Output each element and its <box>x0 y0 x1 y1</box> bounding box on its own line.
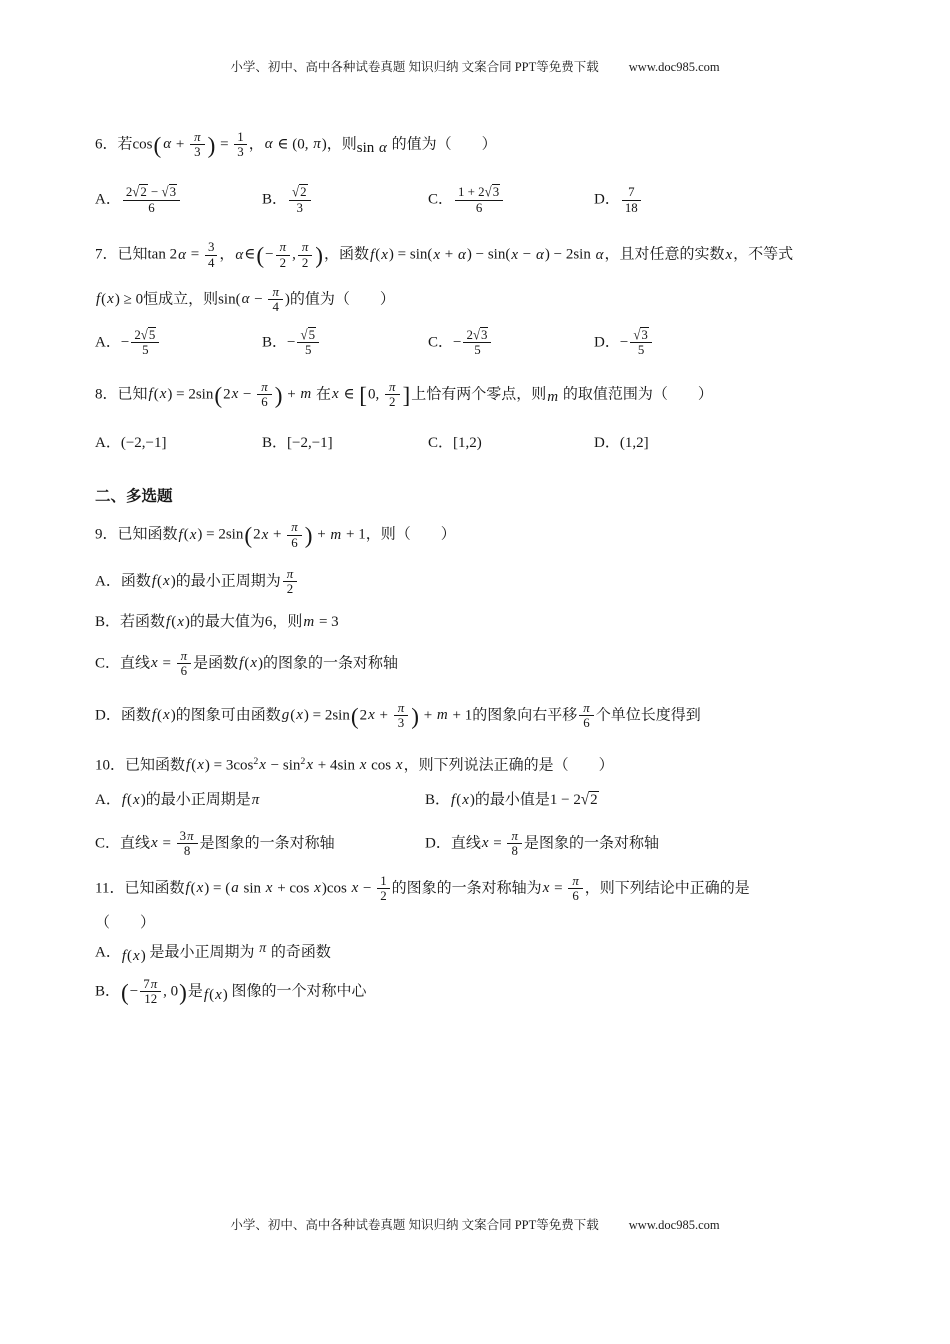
q6-option-c: C． $\frac{1 + 2√3}{6}$ <box>428 185 594 215</box>
q10-option-b: B．f(x)的最小值是1 − 2√2 <box>425 790 598 809</box>
question-6-stem: 6．若cos( α + $\frac{\pi}{3}$ ) = $\frac{1}{3}$ ，α ∈ (0, π)，则sin α 的值为（ ） <box>95 130 497 160</box>
question-9-stem: 9．已知函数f(x) = 2sin(2x + $\frac{\pi}{6}$ ) + m + 1，则（ ） <box>95 520 456 550</box>
q8-option-b: B．[−2,−1] <box>262 434 333 451</box>
question-7-options <box>95 328 865 358</box>
footer-text: 小学、初中、高中各种试卷真题 知识归纳 文案合同 PPT等免费下载 <box>230 1218 599 1232</box>
q7-option-d: D．− $\frac{√3}{5}$ <box>594 328 865 358</box>
q9-option-d: D．函数f(x)的图象可由函数g(x) = 2sin(2x + $\frac{\pi}{3}$ ) + m + 1的图象向右平移 $\frac{\pi}{6}$ 个单位长度得到 <box>95 700 701 731</box>
document-body <box>95 0 865 1009</box>
q7-option-a: A．− $\frac{2√5}{5}$ <box>95 328 262 358</box>
question-10-options-cd <box>95 829 865 859</box>
footer-url: www.doc985.com <box>628 1218 720 1232</box>
q8-option-a: A．(−2,−1] <box>95 434 167 451</box>
header-url: www.doc985.com <box>628 60 720 74</box>
q10-option-c: C．直线x = $\frac{3\pi}{8}$ 是图象的一条对称轴 <box>95 828 335 859</box>
q9-option-c: C．直线x = $\frac{\pi}{6}$ 是函数f(x)的图象的一条对称轴 <box>95 648 398 679</box>
q6-option-a: A． $\frac{2√2 - √3}{6}$ <box>95 185 262 215</box>
page-footer <box>0 1215 950 1233</box>
q7-option-b: B．− $\frac{√5}{5}$ <box>262 328 428 358</box>
q6-option-d: D． $\frac{7}{18}$ <box>594 185 865 215</box>
question-11-stem-line2: （ ） <box>95 914 156 931</box>
q10-option-d: D．直线x = $\frac{\pi}{8}$ 是图象的一条对称轴 <box>425 828 659 859</box>
question-11-stem: 11．已知函数f(x) = (a sin x + cos x)cos x − $\frac{1}{2}$ 的图象的一条对称轴为x = $\frac{\pi}{6}$ ，则下列结论中正确的是 <box>95 873 750 904</box>
question-7-stem-line2: f(x) ≥ 0恒成立，则sin(α − $\frac{\pi}{4}$ )的值为（ ） <box>96 284 395 315</box>
q6-option-b: B． $\frac{√2}{3}$ <box>262 185 428 215</box>
header-text: 小学、初中、高中各种试卷真题 知识归纳 文案合同 PPT等免费下载 <box>230 60 599 74</box>
q10-option-a: A．f(x)的最小正周期是π <box>95 791 260 808</box>
q8-option-c: C．[1,2) <box>428 434 482 451</box>
q9-option-b: B．若函数f(x)的最大值为6，则m = 3 <box>95 614 339 631</box>
question-6-options <box>95 185 865 215</box>
q11-option-b: B．(− $\frac{7\pi}{12}$ , 0)是f(x) 图像的一个对称中心 <box>95 976 367 1007</box>
question-10-options-ab <box>95 790 865 810</box>
question-8-stem: 8．已知f(x) = 2sin(2x − $\frac{\pi}{6}$ ) + m 在x ∈ [0, $\frac{\pi}{2}$ ]上恰有两个零点，则m 的取值范围为（ ） <box>95 379 713 409</box>
q9-option-a: A．函数f(x)的最小正周期为 $\frac{\pi}{2}$ <box>95 567 865 597</box>
q8-option-d: D．(1,2] <box>594 434 649 451</box>
question-10-stem: 10．已知函数$f(x) = 3\cos^2x - \sin^2x + 4\sin$ x cos x，则下列说法正确的是（ ） <box>95 755 614 774</box>
question-7-stem-line1: 7．已知tan 2α = $\frac{3}{4}$ ，α∈(− $\frac{\pi}{2}$ , $\frac{\pi}{2}$ )，函数f(x) = sin(x + α) − sin(x − α) − 2sin α，且对任意的实数x，不等式 <box>95 240 794 270</box>
q7-option-c: C．− $\frac{2√3}{5}$ <box>428 328 594 358</box>
section-2-title: 二、多选题 <box>95 488 173 506</box>
q11-option-a: A．f(x) 是最小正周期为 π 的奇函数 <box>95 939 331 964</box>
question-8-options <box>95 433 865 453</box>
